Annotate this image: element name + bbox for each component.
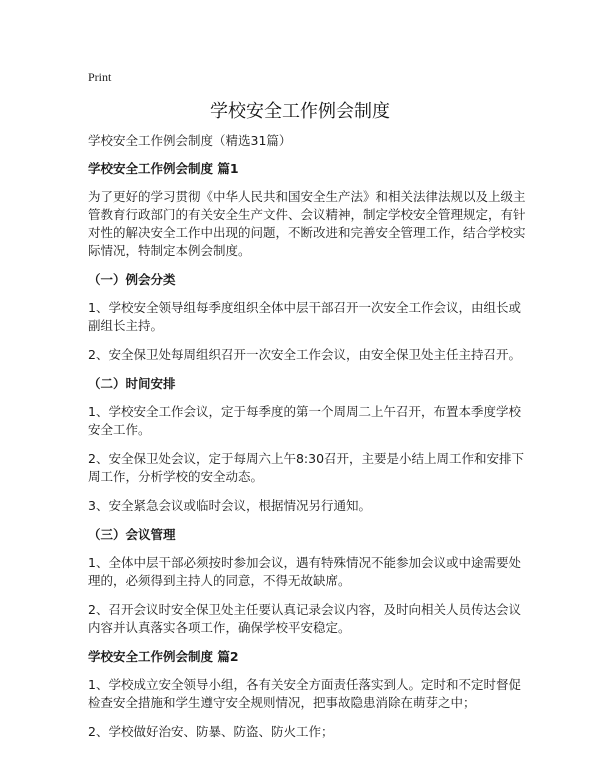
subheading-meeting-management: （三）会议管理: [88, 527, 176, 542]
subheading-schedule: （二）时间安排: [88, 376, 176, 391]
document-subtitle: 学校安全工作例会制度（精选31篇）: [88, 133, 292, 148]
paragraph: 1、学校成立安全领导小组，各有关安全方面责任落实到人。定时和不定时督促检查安全措施和学生遵守安全规则情况，把事故隐患消除在萌芽之中；: [88, 677, 521, 710]
paragraph: 2、学校做好治安、防暴、防盗、防火工作；: [88, 724, 334, 739]
paragraph: 2、安全保卫处会议，定于每周六上午8:30召开，主要是小结上周工作和安排下周工作，分析学校的安全动态。: [88, 451, 525, 484]
paragraph: 1、学校安全工作会议，定于每季度的第一个周周二上午召开，布置本季度学校安全工作。: [88, 404, 521, 437]
paragraph: 1、学校安全领导组每季度组织全体中层干部召开一次安全工作会议，由组长或副组长主持。: [88, 300, 521, 333]
paragraph: 3、安全紧急会议或临时会议，根据情况另行通知。: [88, 498, 371, 513]
section-heading-part1: 学校安全工作例会制度 篇1: [88, 161, 239, 176]
document-body: [88, 132, 528, 752]
paragraph-intro: 为了更好的学习贯彻《中华人民共和国安全生产法》和相关法律法规以及上级主管教育行政部门的有关安全生产文件、会议精神，制定学校安全管理规定，有针对性的解决安全工作中出现的问题，不断改进和完善安全管理工作，结合学校实际情况，特制定本例会制度。: [88, 189, 526, 258]
section-heading-part2: 学校安全工作例会制度 篇2: [88, 649, 239, 664]
paragraph: 2、召开会议时安全保卫处主任要认真记录会议内容，及时向相关人员传达会议内容并认真落实各项工作，确保学校平安稳定。: [88, 602, 521, 635]
paragraph: 2、安全保卫处每周组织召开一次安全工作会议，由安全保卫处主任主持召开。: [88, 347, 521, 362]
print-link[interactable]: Print: [88, 70, 112, 84]
paragraph: 1、全体中层干部必须按时参加会议，遇有特殊情况不能参加会议或中途需要处理的，必须得到主持人的同意，不得无故缺席。: [88, 555, 521, 588]
page-title: 学校安全工作例会制度: [210, 101, 390, 122]
subheading-meeting-types: （一）例会分类: [88, 272, 176, 287]
